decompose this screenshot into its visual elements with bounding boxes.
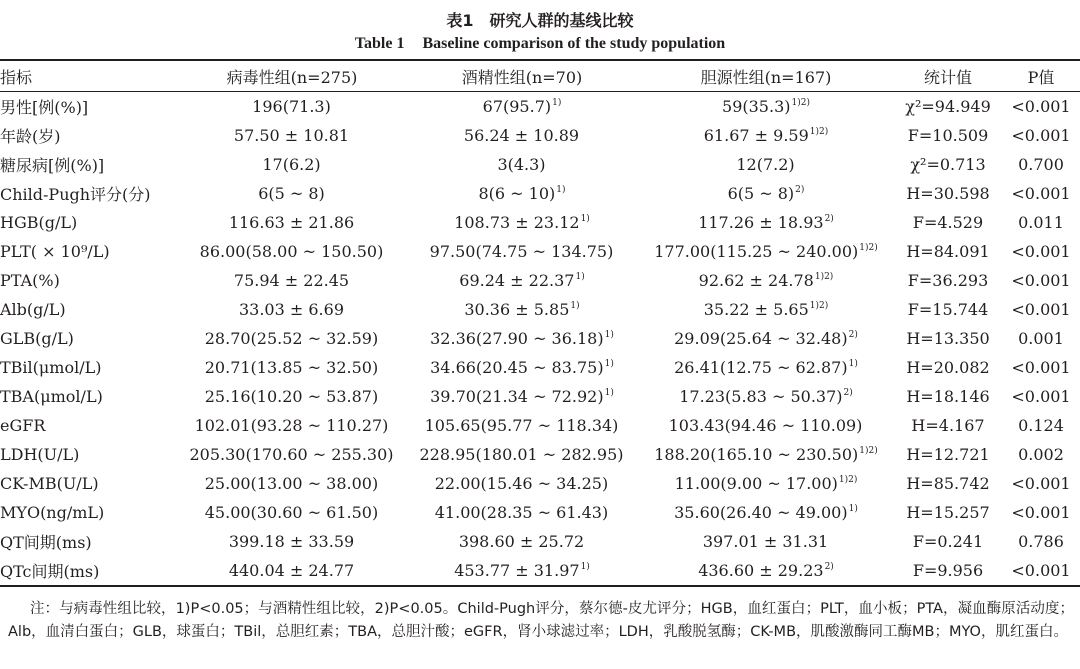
p-value-cell bbox=[1002, 208, 1080, 237]
table-caption-en bbox=[0, 35, 1080, 53]
p-value-cell bbox=[1002, 498, 1080, 527]
header-row bbox=[0, 60, 1080, 92]
group-value-cell-text: 17.23(5.83 ~ 50.37) bbox=[679, 387, 843, 406]
significance-mark: 1) bbox=[604, 359, 614, 369]
group-value-cell-text: 39.70(21.34 ~ 72.92) bbox=[430, 387, 604, 406]
group-value-cell-text: 12(7.2) bbox=[736, 155, 795, 174]
indicator-cell-text: QT间期(ms) bbox=[0, 533, 92, 552]
indicator-cell bbox=[0, 498, 178, 527]
group-value-cell-text: 45.00(30.60 ~ 61.50) bbox=[204, 503, 379, 522]
group-value-cell-text: 86.00(58.00 ~ 150.50) bbox=[199, 242, 384, 261]
group-value-cell bbox=[178, 208, 406, 237]
indicator-cell bbox=[0, 469, 178, 498]
group-value-cell-text: 17(6.2) bbox=[262, 155, 321, 174]
significance-mark: 2) bbox=[824, 214, 834, 224]
header-cell: 胆源性组(n=167) bbox=[638, 60, 894, 92]
group-value-cell-text: 25.16(10.20 ~ 53.87) bbox=[204, 387, 379, 406]
group-value-cell bbox=[178, 295, 406, 324]
indicator-cell bbox=[0, 324, 178, 353]
statistic-cell bbox=[894, 382, 1002, 411]
group-value-cell-text: 33.03 ± 6.69 bbox=[238, 300, 344, 319]
p-value-cell-text: <0.001 bbox=[1011, 561, 1071, 580]
indicator-cell bbox=[0, 353, 178, 382]
significance-mark: 1) bbox=[575, 272, 585, 282]
group-value-cell-text: 92.62 ± 24.78 bbox=[698, 271, 814, 290]
group-value-cell-text: 398.60 ± 25.72 bbox=[458, 532, 585, 551]
indicator-cell bbox=[0, 382, 178, 411]
group-value-cell-text: 34.66(20.45 ~ 83.75) bbox=[430, 358, 604, 377]
group-value-cell-text: 30.36 ± 5.85 bbox=[464, 300, 570, 319]
statistic-cell-text: F=0.241 bbox=[912, 532, 984, 551]
indicator-cell-text: PTA(%) bbox=[0, 271, 60, 290]
group-value-cell-text: 25.00(13.00 ~ 38.00) bbox=[204, 474, 379, 493]
indicator-cell-text: 男性[例(%)] bbox=[0, 98, 89, 117]
table-title: Baseline comparison of the study population bbox=[422, 35, 726, 52]
table-row bbox=[0, 440, 1080, 469]
significance-mark: 1) bbox=[556, 185, 566, 195]
indicator-cell-text: TBA(μmol/L) bbox=[0, 387, 103, 406]
group-value-cell bbox=[638, 382, 894, 411]
statistic-cell bbox=[894, 92, 1002, 122]
group-value-cell-text: 28.70(25.52 ~ 32.59) bbox=[204, 329, 379, 348]
statistic-cell-text: H=12.721 bbox=[906, 445, 990, 464]
group-value-cell bbox=[178, 179, 406, 208]
group-value-cell bbox=[638, 92, 894, 122]
statistic-cell bbox=[894, 150, 1002, 179]
p-value-cell-text: <0.001 bbox=[1011, 358, 1071, 377]
indicator-cell-text: TBil(μmol/L) bbox=[0, 358, 102, 377]
group-value-cell-text: 97.50(74.75 ~ 134.75) bbox=[429, 242, 614, 261]
statistic-cell bbox=[894, 411, 1002, 440]
statistic-cell bbox=[894, 324, 1002, 353]
group-value-cell bbox=[406, 324, 638, 353]
significance-mark: 1) bbox=[604, 330, 614, 340]
p-value-cell-text: <0.001 bbox=[1011, 242, 1071, 261]
p-value-cell-text: <0.001 bbox=[1011, 503, 1071, 522]
group-value-cell bbox=[406, 295, 638, 324]
statistic-cell-text: χ²=94.949 bbox=[905, 97, 991, 116]
indicator-cell bbox=[0, 121, 178, 150]
header-cell: 酒精性组(n=70) bbox=[406, 60, 638, 92]
p-value-cell-text: <0.001 bbox=[1011, 126, 1071, 145]
group-value-cell bbox=[638, 266, 894, 295]
statistic-cell bbox=[894, 179, 1002, 208]
p-value-cell-text: 0.011 bbox=[1018, 213, 1064, 232]
significance-mark: 1)2) bbox=[859, 446, 878, 456]
p-value-cell bbox=[1002, 440, 1080, 469]
significance-mark: 2) bbox=[795, 185, 805, 195]
table-row bbox=[0, 121, 1080, 150]
statistic-cell-text: H=18.146 bbox=[906, 387, 990, 406]
significance-mark: 1) bbox=[570, 301, 580, 311]
significance-mark: 2) bbox=[843, 388, 853, 398]
p-value-cell-text: <0.001 bbox=[1011, 474, 1071, 493]
group-value-cell bbox=[406, 556, 638, 586]
group-value-cell bbox=[178, 353, 406, 382]
group-value-cell bbox=[178, 527, 406, 556]
group-value-cell bbox=[638, 208, 894, 237]
group-value-cell bbox=[406, 498, 638, 527]
statistic-cell-text: H=4.167 bbox=[911, 416, 985, 435]
group-value-cell-text: 6(5 ~ 8) bbox=[258, 184, 325, 203]
group-value-cell bbox=[638, 556, 894, 586]
group-value-cell bbox=[178, 150, 406, 179]
group-value-cell-text: 177.00(115.25 ~ 240.00) bbox=[654, 242, 859, 261]
p-value-cell bbox=[1002, 411, 1080, 440]
p-value-cell bbox=[1002, 92, 1080, 122]
statistic-cell bbox=[894, 440, 1002, 469]
group-value-cell-text: 61.67 ± 9.59 bbox=[703, 126, 809, 145]
group-value-cell-text: 3(4.3) bbox=[497, 155, 546, 174]
group-value-cell-text: 440.04 ± 24.77 bbox=[228, 561, 355, 580]
header-cell: 统计值 bbox=[894, 60, 1002, 92]
group-value-cell bbox=[638, 411, 894, 440]
indicator-cell-text: LDH(U/L) bbox=[0, 445, 80, 464]
statistic-cell bbox=[894, 469, 1002, 498]
table-body bbox=[0, 92, 1080, 587]
significance-mark: 1)2) bbox=[814, 272, 834, 282]
statistic-cell-text: H=15.257 bbox=[906, 503, 990, 522]
indicator-cell-text: eGFR bbox=[0, 416, 46, 435]
group-value-cell-text: 8(6 ~ 10) bbox=[478, 184, 556, 203]
indicator-cell bbox=[0, 179, 178, 208]
indicator-cell bbox=[0, 527, 178, 556]
group-value-cell-text: 205.30(170.60 ~ 255.30) bbox=[189, 445, 394, 464]
p-value-cell bbox=[1002, 324, 1080, 353]
header-cell: P值 bbox=[1002, 60, 1080, 92]
group-value-cell-text: 196(71.3) bbox=[252, 97, 331, 116]
group-value-cell-text: 41.00(28.35 ~ 61.43) bbox=[434, 503, 609, 522]
table-row bbox=[0, 353, 1080, 382]
statistic-cell bbox=[894, 556, 1002, 586]
p-value-cell bbox=[1002, 179, 1080, 208]
group-value-cell bbox=[406, 353, 638, 382]
table-number: Table 1 bbox=[354, 35, 405, 52]
table-row bbox=[0, 208, 1080, 237]
p-value-cell bbox=[1002, 469, 1080, 498]
indicator-cell-text: CK-MB(U/L) bbox=[0, 474, 99, 493]
p-value-cell bbox=[1002, 295, 1080, 324]
group-value-cell-text: 22.00(15.46 ~ 34.25) bbox=[434, 474, 609, 493]
p-value-cell-text: <0.001 bbox=[1011, 387, 1071, 406]
group-value-cell bbox=[406, 208, 638, 237]
group-value-cell-text: 453.77 ± 31.97 bbox=[454, 561, 580, 580]
statistic-cell bbox=[894, 266, 1002, 295]
group-value-cell bbox=[178, 382, 406, 411]
header-cell: 指标 bbox=[0, 60, 178, 92]
indicator-cell-text: HGB(g/L) bbox=[0, 213, 78, 232]
group-value-cell bbox=[638, 295, 894, 324]
indicator-cell bbox=[0, 295, 178, 324]
indicator-cell-text: Child-Pugh评分(分) bbox=[0, 185, 151, 204]
table-row bbox=[0, 295, 1080, 324]
table-row bbox=[0, 411, 1080, 440]
statistic-cell-text: χ²=0.713 bbox=[910, 155, 986, 174]
table-row bbox=[0, 469, 1080, 498]
group-value-cell bbox=[178, 92, 406, 122]
group-value-cell-text: 228.95(180.01 ~ 282.95) bbox=[419, 445, 624, 464]
statistic-cell-text: H=84.091 bbox=[906, 242, 990, 261]
p-value-cell-text: <0.001 bbox=[1011, 271, 1071, 290]
indicator-cell bbox=[0, 237, 178, 266]
group-value-cell-text: 59(35.3) bbox=[722, 97, 791, 116]
group-value-cell bbox=[406, 92, 638, 122]
header-cell: 病毒性组(n=275) bbox=[178, 60, 406, 92]
statistic-cell bbox=[894, 295, 1002, 324]
significance-mark: 1) bbox=[580, 214, 590, 224]
significance-mark: 1) bbox=[604, 388, 614, 398]
table-row bbox=[0, 150, 1080, 179]
significance-mark: 1)2) bbox=[859, 243, 878, 253]
group-value-cell-text: 32.36(27.90 ~ 36.18) bbox=[430, 329, 604, 348]
group-value-cell bbox=[406, 121, 638, 150]
group-value-cell bbox=[178, 411, 406, 440]
statistic-cell-text: F=10.509 bbox=[907, 126, 989, 145]
significance-mark: 1) bbox=[552, 98, 562, 108]
table-row bbox=[0, 556, 1080, 586]
indicator-cell-text: 糖尿病[例(%)] bbox=[0, 156, 105, 175]
indicator-cell bbox=[0, 411, 178, 440]
indicator-cell bbox=[0, 440, 178, 469]
statistic-cell bbox=[894, 527, 1002, 556]
group-value-cell bbox=[638, 324, 894, 353]
significance-mark: 1) bbox=[848, 504, 858, 514]
group-value-cell-text: 29.09(25.64 ~ 32.48) bbox=[674, 329, 848, 348]
group-value-cell-text: 399.18 ± 33.59 bbox=[228, 532, 355, 551]
group-value-cell bbox=[638, 150, 894, 179]
table-row bbox=[0, 324, 1080, 353]
significance-mark: 1)2) bbox=[791, 98, 810, 108]
group-value-cell-text: 35.60(26.40 ~ 49.00) bbox=[674, 503, 848, 522]
statistic-cell bbox=[894, 353, 1002, 382]
p-value-cell bbox=[1002, 527, 1080, 556]
indicator-cell-text: PLT( × 10⁹/L) bbox=[0, 242, 110, 261]
group-value-cell bbox=[638, 469, 894, 498]
significance-mark: 2) bbox=[848, 330, 858, 340]
indicator-cell bbox=[0, 150, 178, 179]
group-value-cell bbox=[406, 266, 638, 295]
table-row bbox=[0, 237, 1080, 266]
p-value-cell-text: <0.001 bbox=[1011, 300, 1071, 319]
group-value-cell-text: 11.00(9.00 ~ 17.00) bbox=[674, 474, 838, 493]
group-value-cell bbox=[178, 556, 406, 586]
indicator-cell-text: MYO(ng/mL) bbox=[0, 503, 105, 522]
statistic-cell-text: H=85.742 bbox=[906, 474, 990, 493]
p-value-cell-text: 0.700 bbox=[1018, 155, 1064, 174]
table-row bbox=[0, 179, 1080, 208]
group-value-cell bbox=[638, 121, 894, 150]
group-value-cell bbox=[638, 440, 894, 469]
statistic-cell bbox=[894, 237, 1002, 266]
statistic-cell-text: H=13.350 bbox=[906, 329, 990, 348]
group-value-cell bbox=[178, 324, 406, 353]
statistic-cell-text: F=4.529 bbox=[912, 213, 984, 232]
p-value-cell bbox=[1002, 121, 1080, 150]
group-value-cell-text: 6(5 ~ 8) bbox=[727, 184, 795, 203]
p-value-cell bbox=[1002, 266, 1080, 295]
statistic-cell-text: H=30.598 bbox=[906, 184, 990, 203]
indicator-cell bbox=[0, 556, 178, 586]
indicator-cell-text: 年龄(岁) bbox=[0, 127, 61, 146]
p-value-cell bbox=[1002, 353, 1080, 382]
group-value-cell bbox=[638, 527, 894, 556]
group-value-cell-text: 69.24 ± 22.37 bbox=[459, 271, 575, 290]
group-value-cell bbox=[638, 498, 894, 527]
group-value-cell bbox=[178, 498, 406, 527]
group-value-cell-text: 108.73 ± 23.12 bbox=[454, 213, 580, 232]
statistic-cell bbox=[894, 208, 1002, 237]
group-value-cell-text: 57.50 ± 10.81 bbox=[233, 126, 350, 145]
group-value-cell-text: 20.71(13.85 ~ 32.50) bbox=[204, 358, 379, 377]
indicator-cell-text: QTc间期(ms) bbox=[0, 562, 100, 581]
group-value-cell bbox=[178, 237, 406, 266]
table-row bbox=[0, 498, 1080, 527]
indicator-cell bbox=[0, 92, 178, 122]
table-row bbox=[0, 382, 1080, 411]
group-value-cell-text: 56.24 ± 10.89 bbox=[463, 126, 580, 145]
table-row bbox=[0, 527, 1080, 556]
table-row bbox=[0, 266, 1080, 295]
significance-mark: 1)2) bbox=[838, 475, 858, 485]
significance-mark: 1) bbox=[580, 562, 590, 572]
group-value-cell bbox=[178, 121, 406, 150]
group-value-cell-text: 397.01 ± 31.31 bbox=[702, 532, 829, 551]
table-caption-cn: 表1 研究人群的基线比较 bbox=[446, 11, 634, 30]
p-value-cell-text: <0.001 bbox=[1011, 97, 1071, 116]
p-value-cell-text: 0.001 bbox=[1018, 329, 1064, 348]
statistic-cell-text: H=20.082 bbox=[906, 358, 990, 377]
p-value-cell bbox=[1002, 382, 1080, 411]
group-value-cell-text: 35.22 ± 5.65 bbox=[703, 300, 809, 319]
footnote-text: 注：与病毒性组比较，1)P<0.05；与酒精性组比较，2)P<0.05。Child-Pugh评分，蔡尔德-皮尤评分；HGB，血红蛋白；PLT，血小板；PTA，凝血酶原活动度；Alb，血清白蛋白；GLB，球蛋白；TBil，总胆红素；TBA，总胆汁酸；eGFR，肾小球滤过率；LDH，乳酸脱氢酶；CK-MB，肌酸激酶同工酶MB；MYO，肌红蛋白。 bbox=[8, 601, 1074, 640]
group-value-cell-text: 67(95.7) bbox=[482, 97, 552, 116]
group-value-cell bbox=[406, 382, 638, 411]
p-value-cell bbox=[1002, 237, 1080, 266]
significance-mark: 2) bbox=[824, 562, 834, 572]
statistic-cell-text: F=36.293 bbox=[907, 271, 989, 290]
group-value-cell-text: 103.43(94.46 ~ 110.09) bbox=[668, 416, 863, 435]
group-value-cell bbox=[638, 237, 894, 266]
statistic-cell bbox=[894, 121, 1002, 150]
p-value-cell bbox=[1002, 556, 1080, 586]
significance-mark: 1)2) bbox=[809, 301, 829, 311]
group-value-cell bbox=[178, 266, 406, 295]
group-value-cell-text: 102.01(93.28 ~ 110.27) bbox=[194, 416, 389, 435]
table-footnote bbox=[8, 598, 1074, 644]
statistic-cell-text: F=15.744 bbox=[907, 300, 989, 319]
baseline-table bbox=[0, 59, 1080, 587]
group-value-cell-text: 75.94 ± 22.45 bbox=[233, 271, 350, 290]
group-value-cell bbox=[638, 179, 894, 208]
group-value-cell bbox=[406, 237, 638, 266]
group-value-cell bbox=[178, 440, 406, 469]
statistic-cell bbox=[894, 498, 1002, 527]
p-value-cell-text: 0.786 bbox=[1018, 532, 1064, 551]
group-value-cell bbox=[406, 527, 638, 556]
group-value-cell-text: 188.20(165.10 ~ 230.50) bbox=[654, 445, 859, 464]
group-value-cell bbox=[406, 440, 638, 469]
group-value-cell bbox=[638, 353, 894, 382]
group-value-cell bbox=[406, 469, 638, 498]
indicator-cell bbox=[0, 266, 178, 295]
group-value-cell bbox=[406, 150, 638, 179]
group-value-cell-text: 26.41(12.75 ~ 62.87) bbox=[674, 358, 848, 377]
group-value-cell bbox=[406, 411, 638, 440]
indicator-cell bbox=[0, 208, 178, 237]
group-value-cell bbox=[406, 179, 638, 208]
group-value-cell-text: 116.63 ± 21.86 bbox=[228, 213, 355, 232]
p-value-cell-text: 0.124 bbox=[1018, 416, 1064, 435]
indicator-cell-text: Alb(g/L) bbox=[0, 300, 66, 319]
group-value-cell-text: 117.26 ± 18.93 bbox=[698, 213, 824, 232]
p-value-cell bbox=[1002, 150, 1080, 179]
significance-mark: 1)2) bbox=[809, 127, 829, 137]
statistic-cell-text: F=9.956 bbox=[912, 561, 984, 580]
indicator-cell-text: GLB(g/L) bbox=[0, 329, 74, 348]
significance-mark: 1) bbox=[848, 359, 858, 369]
p-value-cell-text: <0.001 bbox=[1011, 184, 1071, 203]
group-value-cell bbox=[178, 469, 406, 498]
group-value-cell-text: 436.60 ± 29.23 bbox=[698, 561, 824, 580]
table-row bbox=[0, 92, 1080, 122]
group-value-cell-text: 105.65(95.77 ~ 118.34) bbox=[424, 416, 619, 435]
p-value-cell-text: 0.002 bbox=[1018, 445, 1064, 464]
